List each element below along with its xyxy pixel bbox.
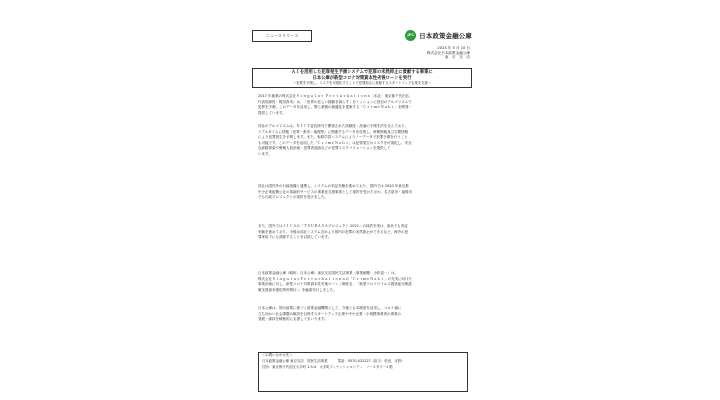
paragraph-line: 中小企業振興公社の革新的サービスの事業化支援事業として採択を受けたほか、名古屋市・福岡市 — [258, 189, 412, 194]
paragraph-line: また、国外ではＪＩＣＡの「ＴＳＵＢＡＳＡプロジェクト 2021」の採択を受け、南米でも実証 — [258, 224, 408, 228]
body-paragraph — [258, 184, 466, 201]
paragraph-line: 同社のアルゴリズムは、ＮＩＣＴ委託研究で開発された高精度・高速の予測手法を含んでおり、 — [258, 124, 409, 128]
paragraph-line: リアルタイムに情報（犯罪・都市・地理等）に関連するデータを収集し、時間情報及び空間情報 — [258, 129, 409, 134]
paragraph-line: 2017 年創業の株式会社Ｓｉｎｇｕｌａｒ Ｐｅｒｔｕｒｂａｔｉｏｎｓ（本社：東京都千代田区、 — [258, 94, 413, 98]
headline-line-1: ＡＩを活用した犯罪発生予測システムで犯罪の未然抑止に貢献する事業に — [291, 70, 433, 75]
news-release-badge: ニュースリリース — [252, 30, 312, 42]
paragraph-line: 実験を進めており、今後は同社システム含めより国内の犯罪の未然抑止ができるなど、海外の犯 — [258, 229, 409, 234]
body-paragraph — [258, 224, 466, 241]
paragraph-line: により犯罪発生を予測します。また、転移学習システムによりノーデータで犯罪予測を行うこと — [258, 135, 408, 140]
contact-address-line: 住所：東京都千代田区大手町 1-9-4 大手町フィナンシャルシティ ノースタワー1 階 — [262, 364, 393, 369]
paragraph-line: 罪率低下にも貢献することを目指しています。 — [258, 235, 332, 240]
contact-box — [258, 352, 468, 392]
paragraph-line: 犯罪を予測、このデータを活用し、警ら業務の最適化を提案する「ＣｒｉｍｅＮａｂｉ」を開発・ — [258, 105, 412, 110]
release-date: 2023 年 5 月 10 日 — [437, 46, 470, 50]
paragraph-line: 事業計画に対し、新型コロナ対策資本性劣後ローン（制度名：「新型コロナウイルス感染症対策挑 — [258, 282, 412, 287]
body-paragraph — [258, 94, 466, 116]
paragraph-line: 提供しています。 — [258, 110, 286, 115]
paragraph-line: でも行政プロジェクトの採択を受けました。 — [258, 195, 328, 200]
headline-box — [252, 68, 472, 88]
paragraph-line: います。 — [258, 151, 272, 156]
paragraph-line: 同社は国内外の行政組織と連携し、システムの実証実験を進めており、国内では 2020 年東京都 — [258, 184, 409, 188]
paragraph-line: 発展・維持を積極的に支援してまいります。 — [258, 317, 328, 322]
paragraph-line: 日本政策金融公庫（略称：日本公庫）東京支店国民生活事業（事業統轄：小松晃一）は、 — [258, 271, 398, 275]
paragraph-line: 日本公庫は、国の政策に基づく政策金融機関として、今後とも本制度を活用し、コロナ禍に — [258, 306, 402, 310]
release-meta — [427, 46, 470, 60]
release-organization: 株式会社日本政策金融公庫 — [426, 50, 470, 55]
paragraph-line: 株式会社ＳｉｎｇｕｌａｒＰｅｒｔｕｒｂａｔｉｏｎｓの「ＣｒｉｍｅＮａｂｉ」の充実に向けた — [258, 276, 412, 281]
paragraph-line: 代表取締役：梶田真実）は、「世界の悲しい経験を減らす」をミッションに独自のアルゴリズムで — [258, 99, 412, 104]
paragraph-line: も可能です。このデータを活用した「ＣｒｉｍｅＮａｂｉ」は犯罪発生のリスクを可視化し、安全 — [258, 140, 412, 145]
news-release-page — [250, 28, 472, 396]
body-paragraph — [258, 306, 466, 323]
contact-phone-line: 日本政策金融公庫 東京支店 国民生活事業 電話：0570-031227（担当：松田、本野） — [262, 358, 405, 363]
paragraph-line: な経路探索や警備人員計画・犯罪者追跡などの犯罪リスクソリューションを提供して — [258, 146, 391, 151]
body-paragraph — [258, 271, 466, 293]
contact-heading: ＜お問い合わせ先＞ — [262, 353, 293, 357]
headline-line-2: 日本公庫が新型コロナ対策資本性劣後ローンを実行 — [312, 75, 412, 81]
paragraph-line: 戦支援資本強化特別貸付」）を融資実行しました。 — [258, 287, 337, 292]
jfc-logo-icon: JFC — [405, 30, 416, 41]
jfc-logo — [405, 29, 472, 41]
paragraph-line: 立ち向かい社会課題の解決を目指すスタートアップ企業や中小企業・小規模事業者の事業の — [258, 311, 402, 316]
headline-subtitle: ～犯罪を予測し、リスクを可視化することで犯罪抑止に貢献するスタートアップ企業を支援～ — [292, 81, 432, 86]
jfc-logo-name: 日本政策金融公庫 — [419, 31, 472, 40]
release-branch: 東 京 支 店 — [444, 55, 470, 60]
body-paragraph — [258, 124, 466, 158]
